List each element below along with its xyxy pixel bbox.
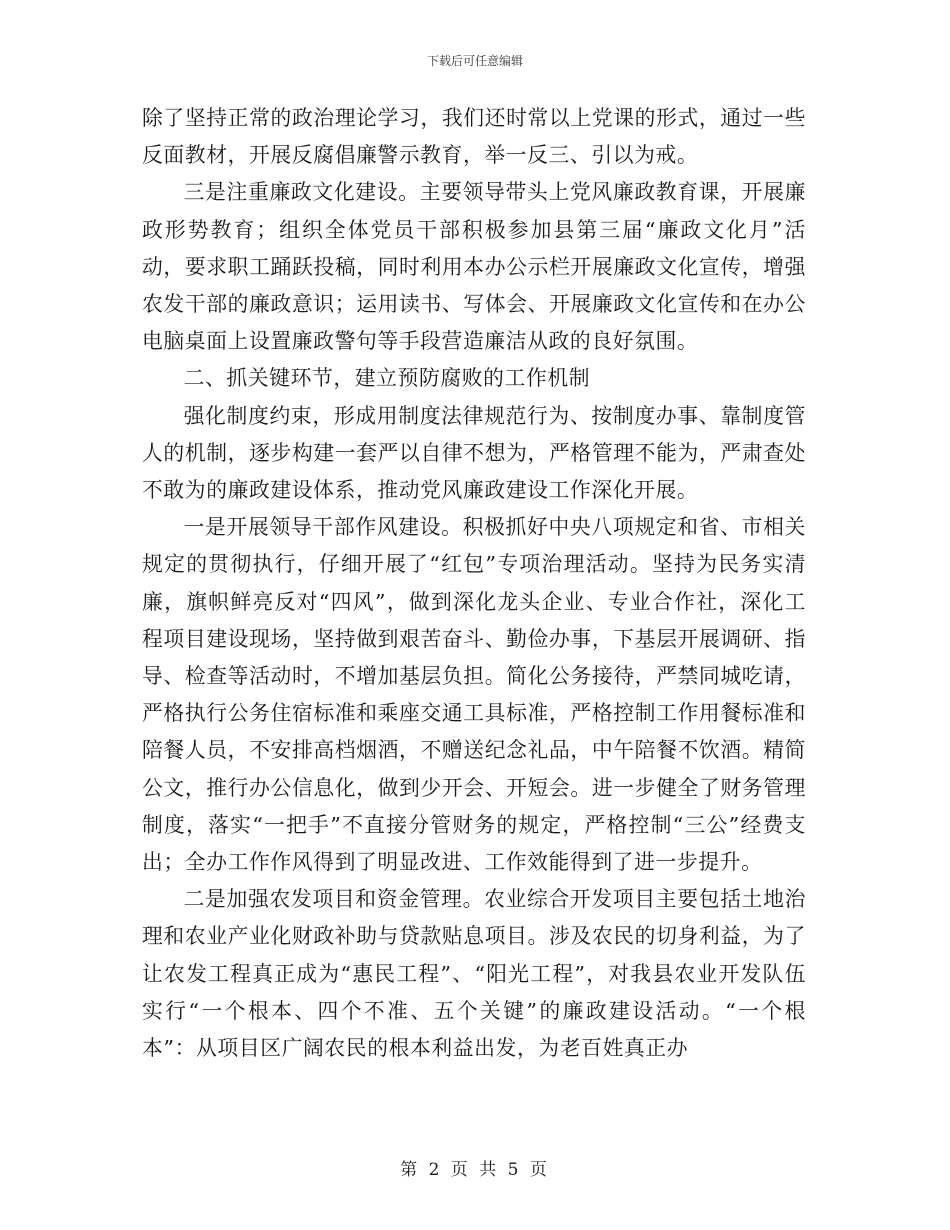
section-heading: 二、抓关键环节，建立预防腐败的工作机制 [183,366,591,391]
document-body [142,100,806,1067]
paragraph-5: 二是加强农发项目和资金管理。农业综合开发项目主要包括土地治理和农业产业化财政补助与贷款贴息项目。涉及农民的切身利益，为了让农发工程真正成为“惠民工程”、“阳光工程”，对我县农业开发队伍实行“一个根本、四个不准、五个关键”的廉政建设活动。“一个根本”：从项目区广阔农民的根本利益出发，为老百姓真正办 [142,887,806,1061]
paragraph-4: 一是开展领导干部作风建设。积极抓好中央八项规定和省、市相关规定的贯彻执行，仔细开展了“红包”专项治理活动。坚持为民务实清廉，旗帜鲜亮反对“四风”，做到深化龙头企业、专业合作社，深化工程项目建设现场，坚持做到艰苦奋斗、勤俭办事，下基层开展调研、指导、检查等活动时，不增加基层负担。简化公务接待，严禁同城吃请，严格执行公务住宿标准和乘座交通工具标准，严格控制工作用餐标准和陪餐人员，不安排高档烟酒，不赠送纪念礼品，中午陪餐不饮酒。精简公文，推行办公信息化，做到少开会、开短会。进一步健全了财务管理制度，落实“一把手”不直接分管财务的规定，严格控制“三公”经费支出；全办工作作风得到了明显改进、工作效能得到了进一步提升。 [142,515,806,875]
page-header: 下载后可任意编辑 [426,54,523,68]
page-number: 第 2 页 共 5 页 [400,1160,550,1180]
paragraph-1: 除了坚持正常的政治理论学习，我们还时常以上党课的形式，通过一些反面教材，开展反腐倡廉警示教育，举一反三、引以为戒。 [142,106,806,168]
paragraph-3: 强化制度约束，形成用制度法律规范行为、按制度办事、靠制度管人的机制，逐步构建一套严以自律不想为，严格管理不能为，严肃查处不敢为的廉政建设体系，推动党风廉政建设工作深化开展。 [142,403,806,503]
paragraph-2: 三是注重廉政文化建设。主要领导带头上党风廉政教育课，开展廉政形势教育；组织全体党员干部积极参加县第三届“廉政文化月”活动，要求职工踊跃投稿，同时利用本办公示栏开展廉政文化宣传，增强农发干部的廉政意识；运用读书、写体会、开展廉政文化宣传和在办公电脑桌面上设置廉政警句等手段营造廉洁从政的良好氛围。 [142,180,806,354]
